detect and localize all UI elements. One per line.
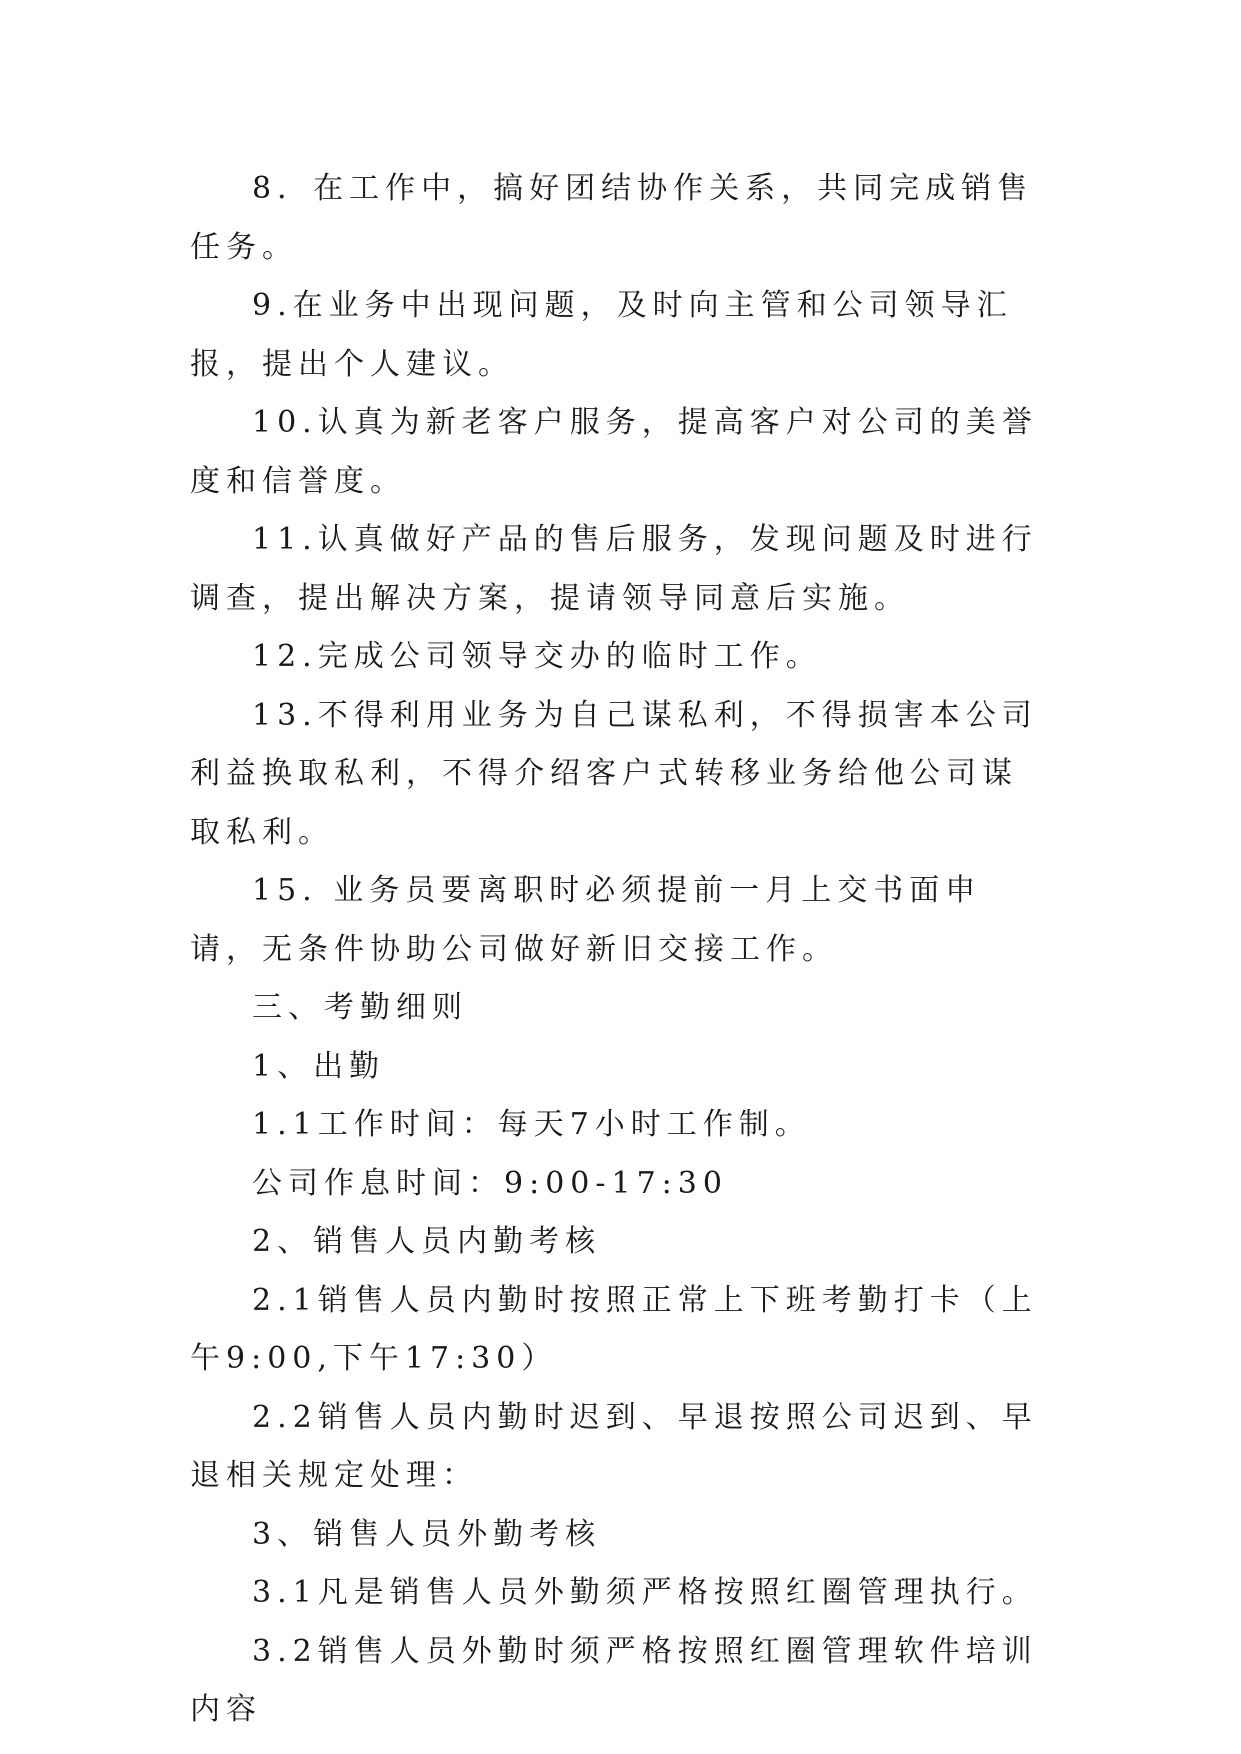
paragraph-work-hours: 1.1工作时间：每天7小时工作制。 (252, 1107, 811, 1142)
paragraph-item-15: 15. 业务员要离职时必须提前一月上交书面申请，无条件协助公司做好新旧交接工作。 (190, 873, 982, 967)
paragraph-item-12: 12.完成公司领导交办的临时工作。 (252, 639, 822, 674)
paragraph-item-11: 11.认真做好产品的售后服务，发现问题及时进行调查，提出解决方案，提请领导同意后实施。 (190, 522, 1038, 616)
paragraph-item-9: 9.在业务中出现问题，及时向主管和公司领导汇报，提出个人建议。 (190, 288, 1013, 382)
paragraph-item-10: 10.认真为新老客户服务，提高客户对公司的美誉度和信誉度。 (190, 405, 1038, 499)
paragraph-item-13: 13.不得利用业务为自己谋私利，不得损害本公司利益换取私利，不得介绍客户式转移业务给他公司谋取私利。 (190, 697, 1038, 850)
paragraph-field-rule-2: 3.2销售人员外勤时须严格按照红圈管理软件培训内容 (190, 1633, 1038, 1727)
paragraph-schedule: 公司作息时间：9:00-17:30 (252, 1165, 728, 1201)
paragraph-internal-late: 2.2销售人员内勤时迟到、早退按照公司迟到、早退相关规定处理： (190, 1399, 1038, 1493)
section-heading-attendance: 三、考勤细则 (252, 990, 468, 1025)
subheading-field-assessment: 3、销售人员外勤考核 (252, 1516, 602, 1552)
paragraph-item-8: 8．在工作中，搞好团结协作关系，共同完成销售任务。 (190, 171, 1034, 265)
paragraph-field-rule-1: 3.1凡是销售人员外勤须严格按照红圈管理执行。 (252, 1575, 1038, 1610)
document-body (190, 160, 1050, 1740)
paragraph-internal-clockin: 2.1销售人员内勤时按照正常上下班考勤打卡（上午9:00,下午17:30） (190, 1282, 1038, 1376)
subheading-attendance: 1、出勤 (252, 1048, 386, 1084)
subheading-internal-assessment: 2、销售人员内勤考核 (252, 1224, 602, 1259)
